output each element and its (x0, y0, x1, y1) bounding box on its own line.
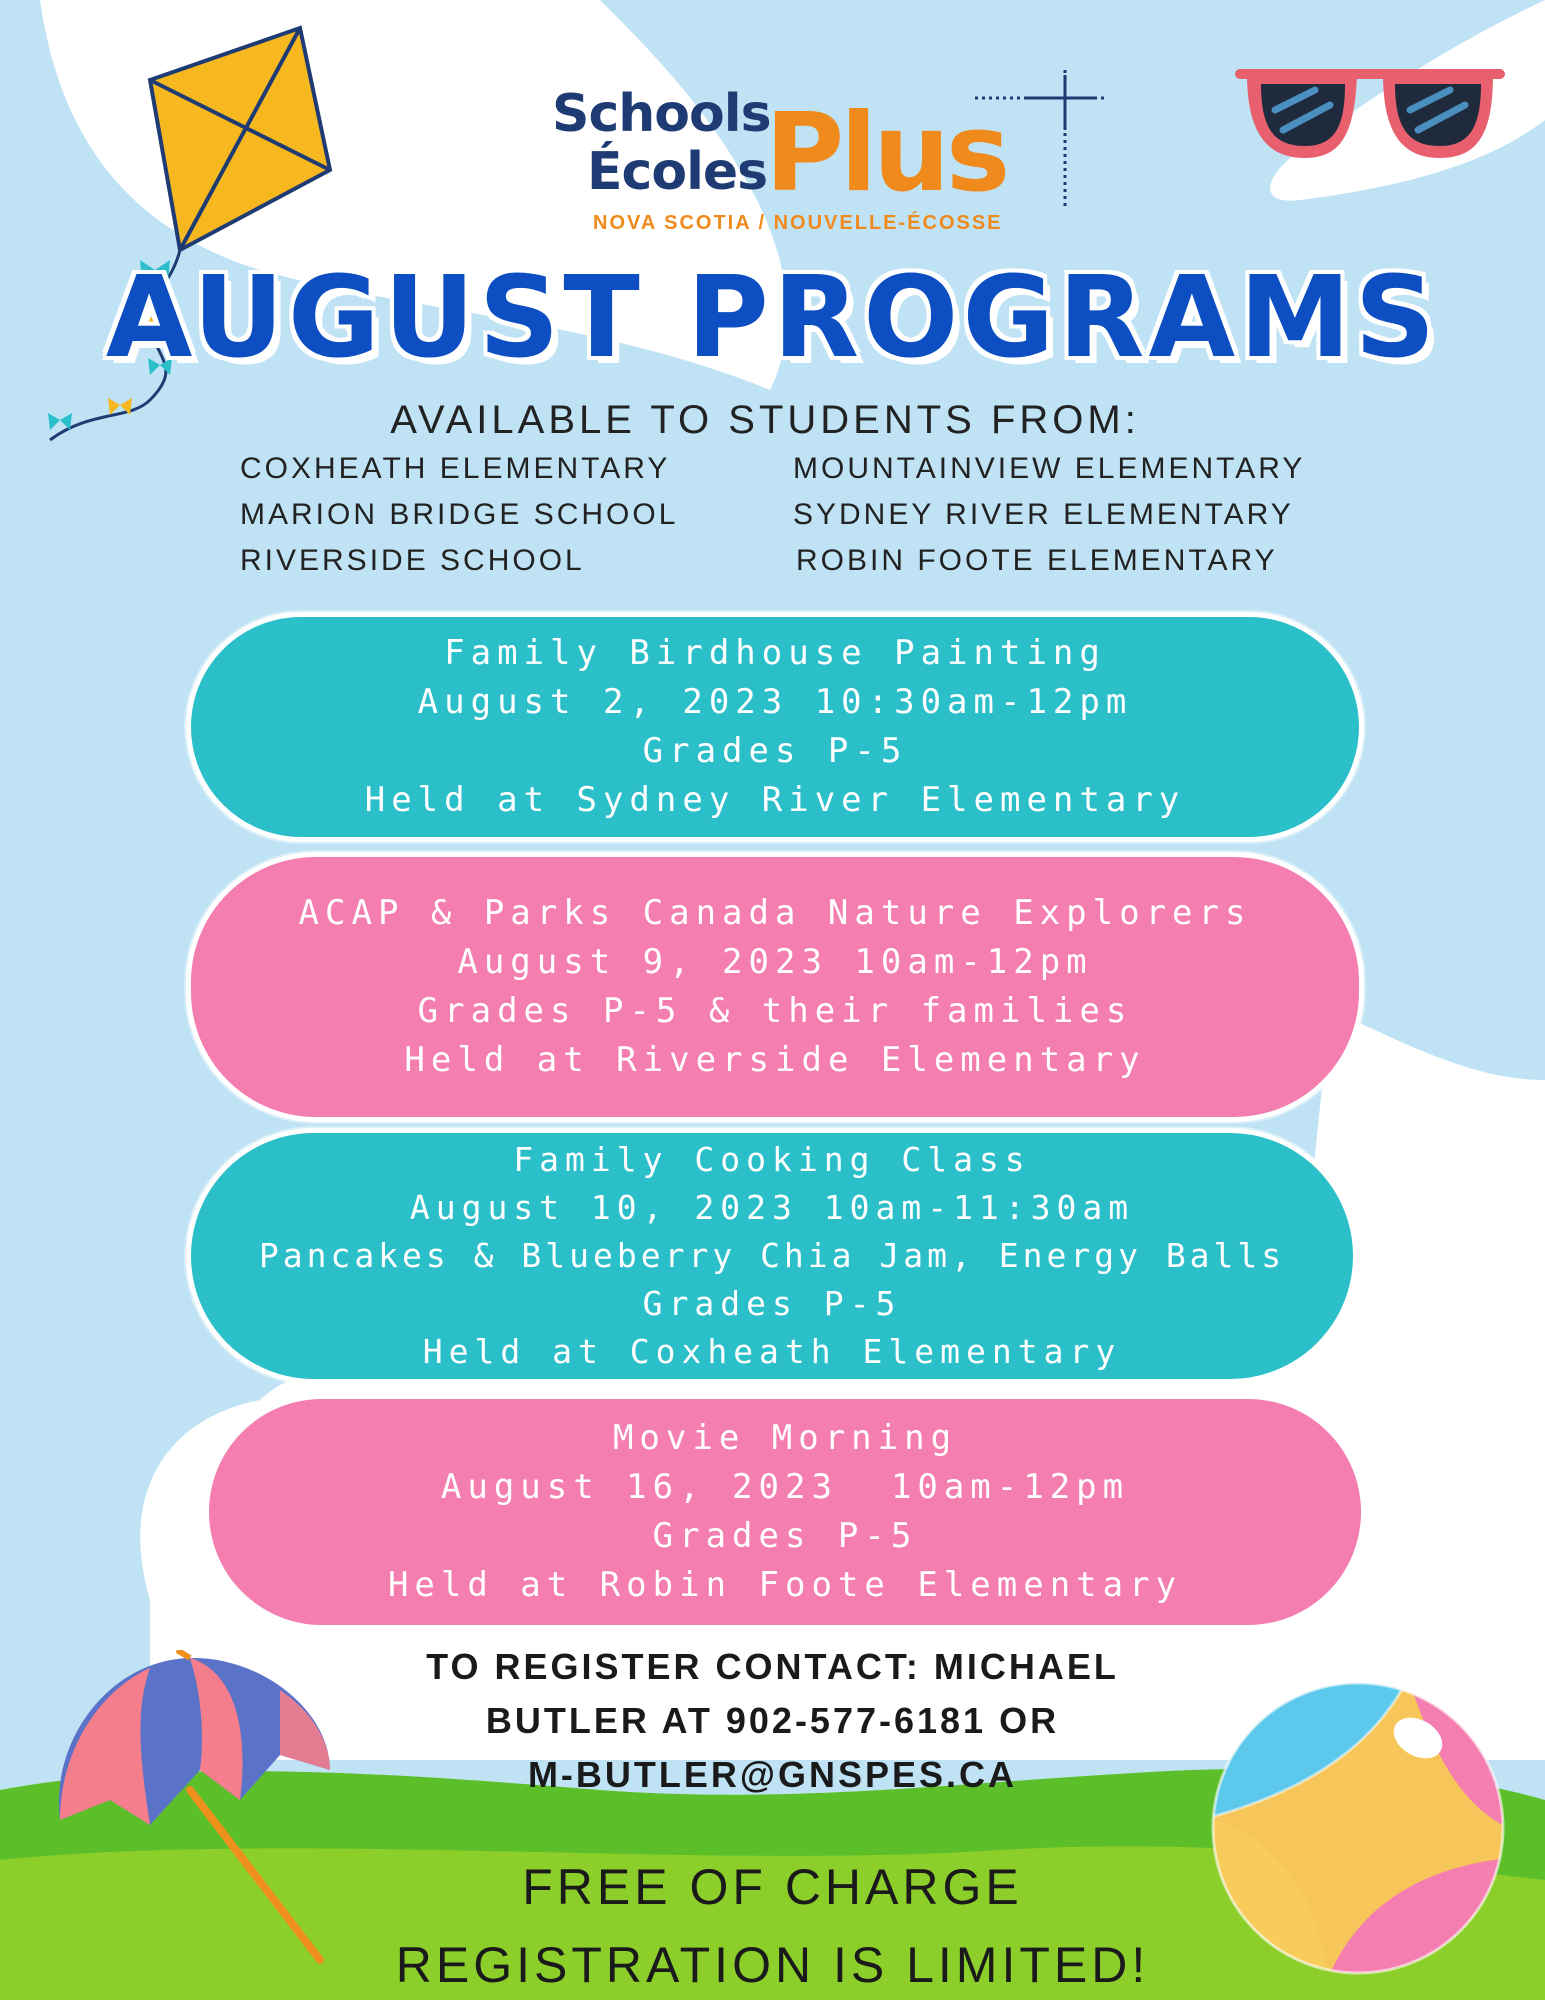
program-date: August 2, 2023 10:30am-12pm (417, 682, 1133, 722)
registration-limited-text: REGISTRATION IS LIMITED! (395, 1937, 1150, 1993)
school-item: ROBIN FOOTE ELEMENTARY (796, 544, 1278, 577)
program-menu: Pancakes & Blueberry Chia Jam, Energy Balls (258, 1236, 1286, 1275)
program-location: Held at Sydney River Elementary (364, 780, 1186, 820)
footer-notice (0, 1848, 1545, 2004)
logo-subtitle: NOVA SCOTIA / NOUVELLE-ÉCOSSE (593, 212, 1003, 234)
sunglasses-icon (1235, 60, 1505, 170)
program-grades: Grades P-5 (642, 731, 908, 771)
program-card-cooking-class (186, 1128, 1358, 1384)
program-name: Movie Morning (612, 1418, 958, 1458)
schools-plus-logo (545, 70, 1105, 240)
program-grades: Grades P-5 (642, 1284, 902, 1323)
school-item: COXHEATH ELEMENTARY (240, 452, 671, 485)
program-grades: Grades P-5 (652, 1516, 918, 1556)
school-item: MARION BRIDGE SCHOOL (240, 498, 679, 531)
logo-word-ecoles: Écoles (587, 142, 768, 202)
contact-email: M-BUTLER@GNSPES.CA (527, 1754, 1018, 1795)
logo-word-schools: Schools (552, 84, 771, 144)
page-title: AUGUST PROGRAMS (105, 253, 1440, 383)
school-item: SYDNEY RIVER ELEMENTARY (793, 498, 1294, 531)
program-card-movie-morning (204, 1394, 1366, 1630)
program-location: Held at Riverside Elementary (404, 1040, 1146, 1080)
school-item: MOUNTAINVIEW ELEMENTARY (793, 452, 1306, 485)
program-date: August 16, 2023 10am-12pm (440, 1467, 1130, 1507)
free-of-charge-text: FREE OF CHARGE (522, 1859, 1023, 1915)
available-heading: AVAILABLE TO STUDENTS FROM: (390, 398, 1140, 442)
program-location: Held at Coxheath Elementary (422, 1332, 1122, 1371)
school-item: RIVERSIDE SCHOOL (240, 544, 585, 577)
program-date: August 9, 2023 10am-12pm (457, 942, 1093, 982)
logo-word-plus: Plus (765, 91, 1007, 216)
program-location: Held at Robin Foote Elementary (387, 1565, 1183, 1605)
contact-line: TO REGISTER CONTACT: MICHAEL (426, 1646, 1119, 1687)
program-card-nature-explorers (186, 852, 1364, 1122)
program-name: Family Birdhouse Painting (444, 633, 1106, 673)
program-date: August 10, 2023 10am-11:30am (409, 1188, 1135, 1227)
program-grades: Grades P-5 & their families (417, 991, 1133, 1031)
program-name: Family Cooking Class (513, 1140, 1031, 1179)
contact-line: BUTLER AT 902-577-6181 OR (485, 1700, 1060, 1741)
program-name: ACAP & Parks Canada Nature Explorers (298, 893, 1252, 933)
logo-cross-icon (965, 70, 1115, 210)
program-card-birdhouse (186, 612, 1364, 842)
kite-icon (30, 20, 350, 460)
